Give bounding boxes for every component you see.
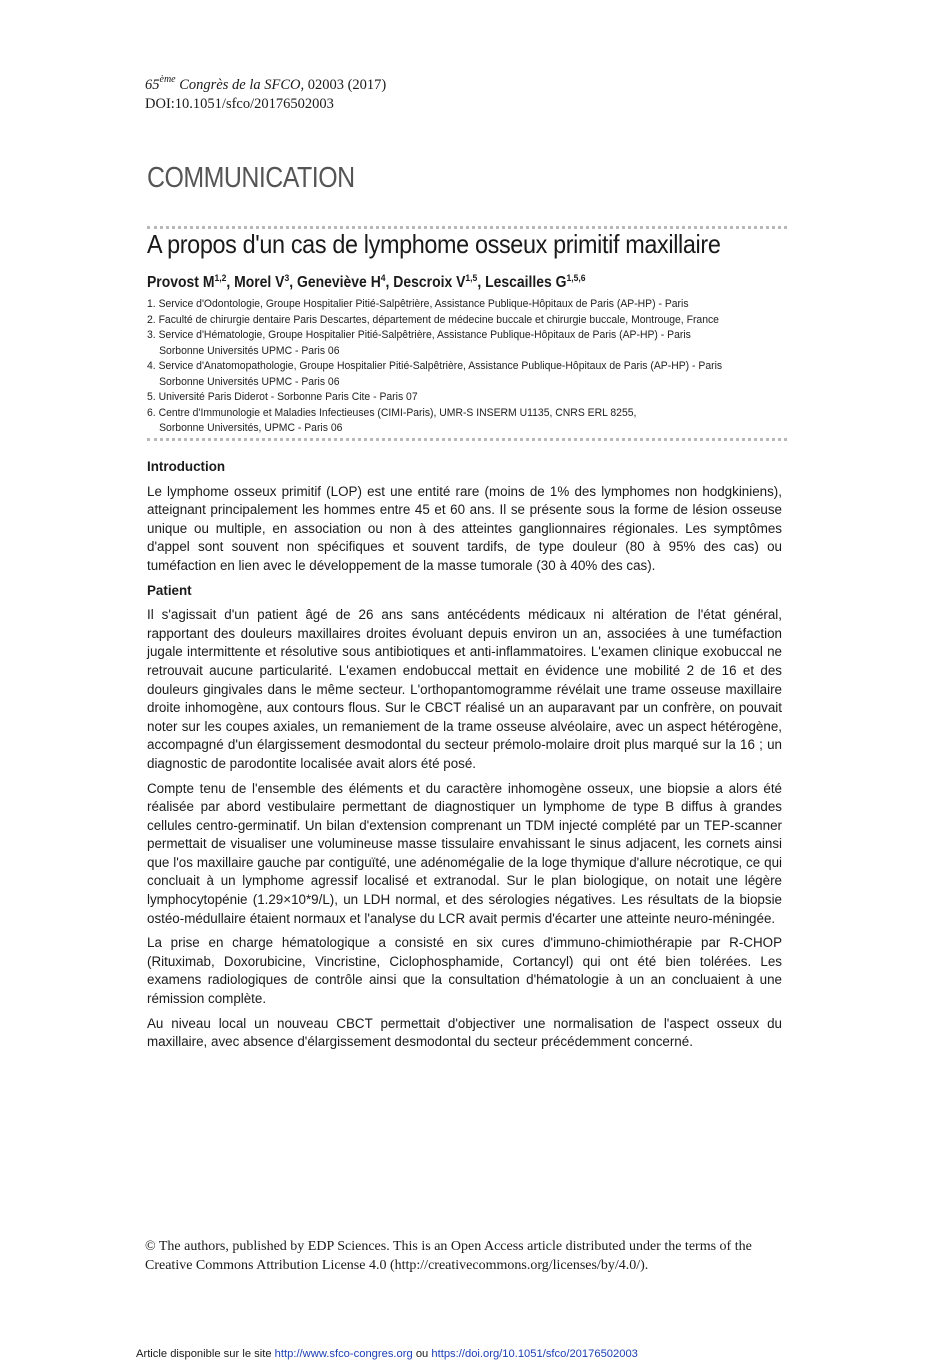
author bbox=[297, 274, 393, 291]
affiliation-line: 1. Service d'Odontologie, Groupe Hospitalier Pitié-Salpêtrière, Assistance Publique-Hôpitaux de Paris (AP-HP) - Paris bbox=[147, 298, 689, 310]
author-separator: , bbox=[385, 274, 394, 292]
page-header bbox=[145, 71, 386, 114]
dotted-divider-bottom bbox=[147, 438, 787, 441]
author-affiliation-sup: 1,5,6 bbox=[566, 273, 586, 284]
congress-ordinal: 65 bbox=[145, 76, 160, 93]
patient-paragraph-4: Au niveau local un nouveau CBCT permettait d'objectiver une normalisation de l'aspect osseux du maxillaire, avec absence d'élargissement desmodontal du secteur précédemment concerné. bbox=[147, 1015, 782, 1050]
author-name: Geneviève H bbox=[297, 274, 381, 292]
author-separator: , bbox=[289, 274, 298, 292]
affiliation-line: 2. Faculté de chirurgie dentaire Paris Descartes, département de médecine buccale et chirurgie buccale, Montrouge, France bbox=[147, 313, 719, 326]
footer-middle: ou bbox=[412, 1348, 432, 1360]
author bbox=[393, 274, 485, 291]
author-separator: , bbox=[477, 274, 486, 292]
congress-line bbox=[145, 71, 386, 95]
affiliation-line: 4. Service d'Anatomopathologie, Groupe Hospitalier Pitié-Salpêtrière, Assistance Publique-Hôpitaux de Paris (AP-HP) - Paris bbox=[147, 360, 723, 372]
author-affiliation-sup: 3 bbox=[284, 273, 290, 284]
author-separator: , bbox=[226, 274, 235, 292]
author-name: Lescailles G bbox=[485, 274, 567, 292]
affiliation-line: Sorbonne Universités, UPMC - Paris 06 bbox=[159, 422, 343, 434]
author-name: Morel V bbox=[234, 274, 285, 292]
page-footer bbox=[136, 1348, 638, 1360]
author-affiliation-sup: 1,2 bbox=[214, 273, 227, 284]
congress-ordinal-sup: ème bbox=[159, 74, 176, 85]
congress-ref: , 02003 (2017) bbox=[300, 76, 387, 93]
patient-paragraph-2: Compte tenu de l'ensemble des éléments et du caractère inhomogène osseux, une biopsie a alors été réalisée par abord vestibulaire permettant de diagnostiquer un lymphome de type B diffus à grandes cellules centro-germinatif. Un bilan d'extension comprenant un TDM injecté complété par un TEP-scanner permettait de visualiser une volumineuse masse tissulaire envahissant le sinus adjacent, les cornets ainsi que l'os maxillaire gauche par contiguïté, une adénomégalie de la loge thymique d'allure nécrotique, ce qui concluait à un lymphome agressif localisé et extranodal. Sur le plan biologique, on notait une légère lymphocytopénie (1.29×10*9/L), un LDH normal, et des sérologies négatives. Les résultats de la biopsie ostéo-médullaire étaient normaux et l'analyse du LCR avait permis d'écarter une atteinte neuro-méningée. bbox=[147, 780, 782, 926]
affiliation-line: Sorbonne Universités UPMC - Paris 06 bbox=[159, 344, 340, 357]
article-title: A propos d'un cas de lymphome osseux primitif maxillaire bbox=[147, 229, 721, 259]
author-name: Provost M bbox=[147, 274, 215, 292]
footer-doi-link[interactable]: https://doi.org/10.1051/sfco/20176502003 bbox=[431, 1348, 638, 1360]
section-label: COMMUNICATION bbox=[147, 162, 355, 194]
author bbox=[234, 274, 297, 291]
introduction-paragraph: Le lymphome osseux primitif (LOP) est une entité rare (moins de 1% des lymphomes non hodgkiniens), atteignant principalement les hommes entre 45 et 60 ans. Il se présente sous la forme de lésion osseuse unique ou multiple, en association ou non à des atteintes ganglionnaires régionales. Les symptômes d'appel sont souvent non spécifiques et souvent tardifs, de type douleur (80 à 95% des cas) ou tuméfaction en lien avec le développement de la masse tumorale (30 à 40% des cas). bbox=[147, 483, 782, 573]
introduction-heading: Introduction bbox=[147, 459, 226, 474]
article-body bbox=[147, 458, 782, 1058]
patient-heading: Patient bbox=[147, 582, 192, 598]
congress-name: Congrès de la SFCO bbox=[179, 76, 301, 93]
footer-site-link[interactable]: http://www.sfco-congres.org bbox=[274, 1348, 413, 1360]
affiliation-line: 6. Centre d'Immunologie et Maladies Infectieuses (CIMI-Paris), UMR-S INSERM U1135, CNRS ERL 8255, bbox=[147, 406, 637, 419]
affiliation-line: 5. Université Paris Diderot - Sorbonne Paris Cite - Paris 07 bbox=[147, 391, 418, 403]
author-name: Descroix V bbox=[393, 274, 466, 292]
author-list bbox=[147, 273, 586, 292]
affiliation-line: Sorbonne Universités UPMC - Paris 06 bbox=[159, 375, 340, 388]
author-affiliation-sup: 1,5 bbox=[465, 273, 478, 284]
affiliations-list bbox=[147, 297, 722, 437]
patient-paragraph-1: Il s'agissait d'un patient âgé de 26 ans sans antécédents médicaux ni altération de l'état général, rapportant des douleurs maxillaires droites évoluant depuis environ un an, associées à une tuméfaction jugale intermittente et résolutive sous antibiotiques et anti-inflammatoires. L'examen clinique exobuccal ne retrouvait aucune particularité. L'examen endobuccal mettait en évidence une mobilité 2 de 16 et des douleurs gingivales dans le même secteur. L'orthopantomogramme révélait une trame osseuse maxillaire droite inhomogène, aux contours flous. Sur le CBCT réalisé un an auparavant par un confrère, on pouvait noter sur les coupes axiales, un remaniement de la trame osseuse alvéolaire, avec un aspect hétérogène, accompagné d'un élargissement desmodontal du secteur prémolo-molaire droit plus marqué sur la 16 ; un diagnostic de parodontite localisée avait alors été posé. bbox=[147, 607, 782, 771]
patient-paragraph-3: La prise en charge hématologique a consisté en six cures d'immuno-chimiothérapie par R-CHOP (Rituximab, Doxorubicine, Vincristine, Ciclophosphamide, Cortancyl) qui ont été bien tolérées. Les examens radiologiques de contrôle ainsi que la consultation d'hématologie à un an concluaient à une rémission complète. bbox=[147, 935, 782, 1007]
affiliation-line: 3. Service d'Hématologie, Groupe Hospitalier Pitié-Salpêtrière, Assistance Publique-Hôpitaux de Paris (AP-HP) - Paris bbox=[147, 329, 691, 341]
doi-line: DOI:10.1051/sfco/20176502003 bbox=[145, 95, 334, 112]
footer-prefix: Article disponible sur le site bbox=[136, 1348, 275, 1360]
author bbox=[147, 274, 234, 291]
author-affiliation-sup: 4 bbox=[380, 273, 386, 284]
license-notice: © The authors, published by EDP Sciences. This is an Open Access article distributed under the terms of the Creative Commons Attribution License 4.0 (http://creativecommons.org/licenses/by/4.0/). bbox=[145, 1239, 752, 1273]
author bbox=[485, 274, 585, 291]
